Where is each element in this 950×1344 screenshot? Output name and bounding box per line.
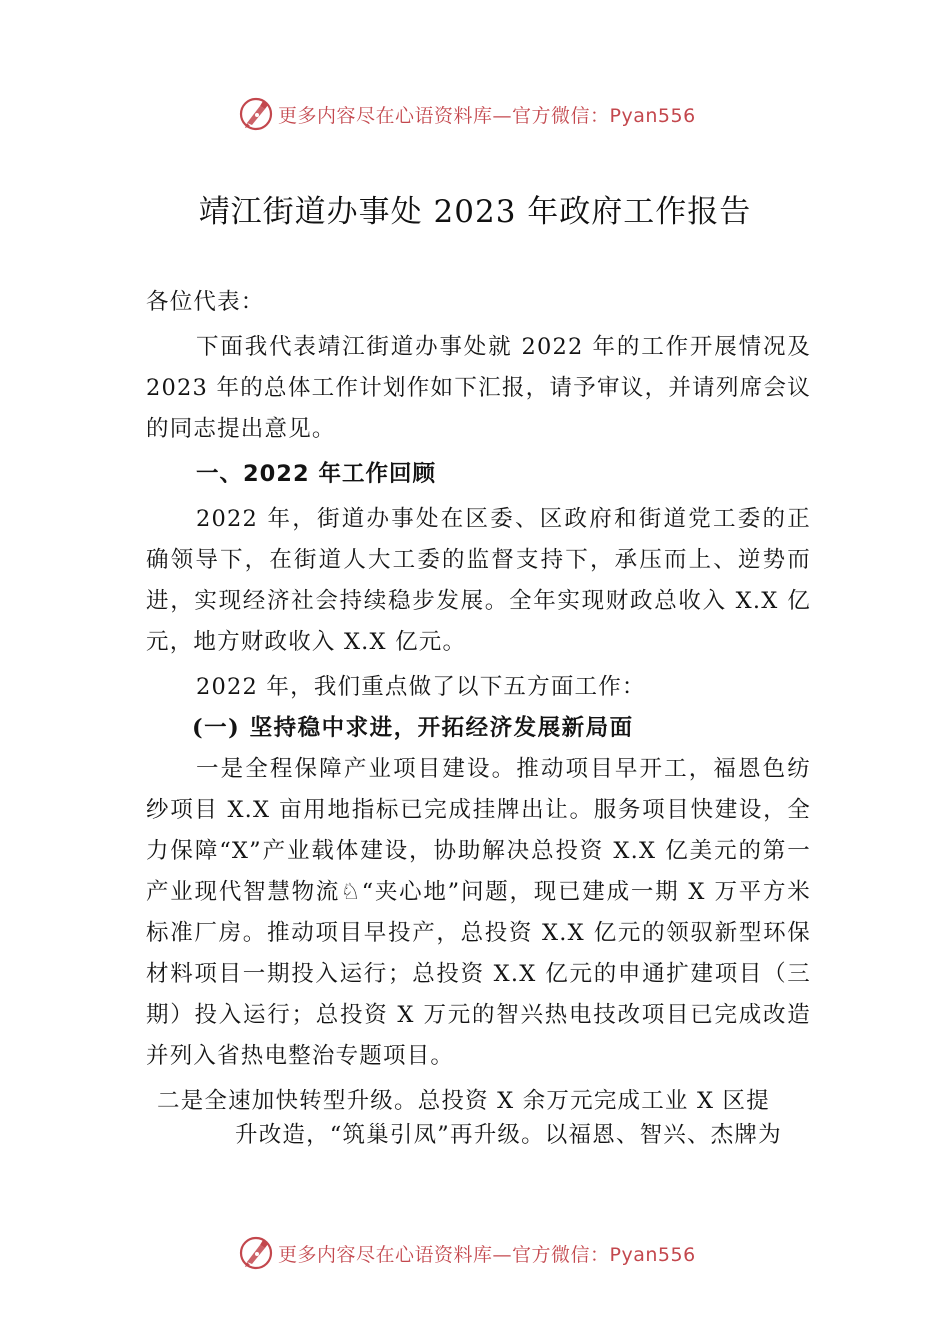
section-heading-review: 一、2022 年工作回顾 [196,461,436,487]
watermark-header [238,94,738,134]
project-construction-paragraph: 一是全程保障产业项目建设。推动项目早开工，福恩色纺纱项目 X.X 亩用地指标已完成挂牌出让。服务项目快建设，全力保障“X”产业载体建设，协助解决总投资 X.X 亿美元的第一产业现代智慧物流♘“夹心地”问题，现已建成一期 X 万平方米标准厂房。推动项目早投产，总投资 X.X 亿元的领驭新型环保材料项目一期投入运行；总投资 X.X 亿元的申通扩建项目（三期）投入运行；总投资 X 万元的智兴热电技改项目已完成改造并列入省热电整治专题项目。 [146,756,811,1069]
transformation-line-2: 升改造，“筑巢引凤”再升级。以福恩、智兴、杰牌为 [235,1122,782,1148]
watermark-text: 更多内容尽在心语资料库—官方微信：Pyan556 [278,1243,696,1266]
transformation-paragraph [157,1084,809,1152]
transformation-line-1: 二是全速加快转型升级。总投资 X 余万元完成工业 X 区提 [157,1088,770,1114]
pen-nib-logo-icon [238,96,274,132]
subsection-heading-economy: (一) 坚持稳中求进，开拓经济发展新局面 [192,715,634,741]
document-title: 靖江街道办事处 2023 年政府工作报告 [198,194,752,230]
document-body [146,282,811,1077]
watermark-footer [238,1233,738,1273]
five-aspects-paragraph: 2022 年，我们重点做了以下五方面工作： [196,674,646,700]
intro-paragraph: 下面我代表靖江街道办事处就 2022 年的工作开展情况及 2023 年的总体工作计划作如下汇报，请予审议，并请列席会议的同志提出意见。 [146,334,811,442]
pen-nib-logo-icon [238,1235,274,1271]
watermark-text: 更多内容尽在心语资料库—官方微信：Pyan556 [278,104,696,127]
review-paragraph: 2022 年，街道办事处在区委、区政府和街道党工委的正确领导下，在街道人大工委的监督支持下，承压而上、逆势而进，实现经济社会持续稳步发展。全年实现财政总收入 X.X 亿元，地方财政收入 X.X 亿元。 [146,506,811,655]
salutation: 各位代表： [146,289,265,315]
